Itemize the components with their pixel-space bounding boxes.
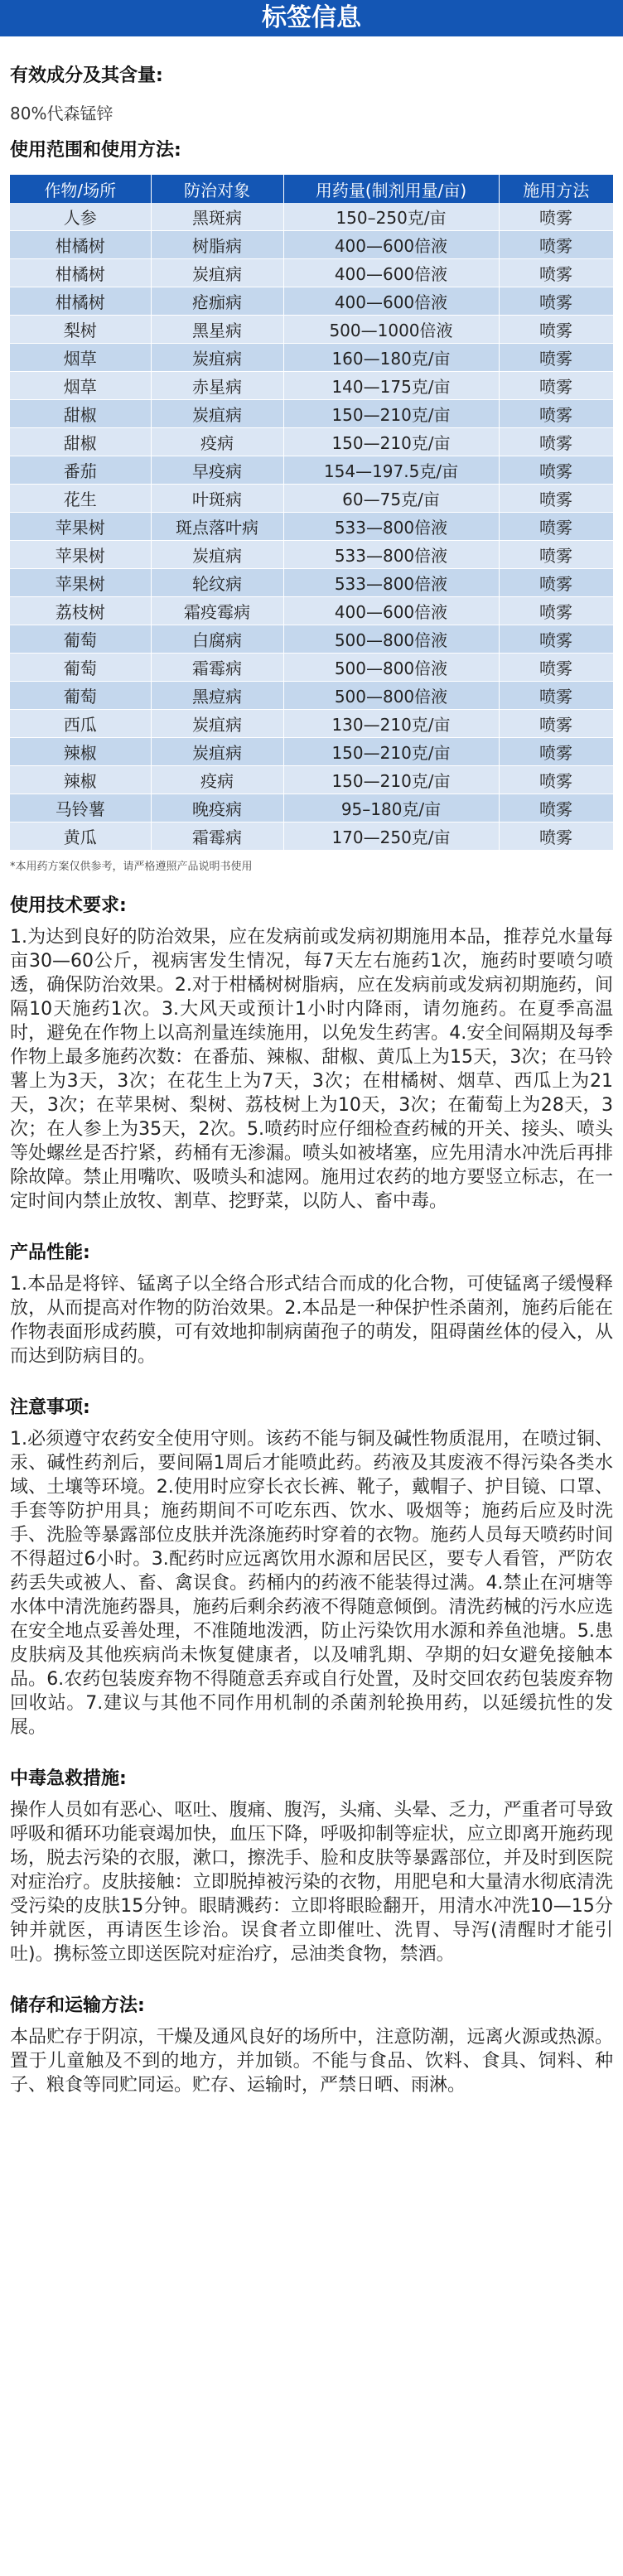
table-cell: 500—800倍液 [283, 654, 499, 682]
table-cell: 160—180克/亩 [283, 344, 499, 372]
table-cell: 葡萄 [10, 682, 151, 710]
table-cell: 疫病 [151, 428, 283, 456]
table-cell: 柑橘树 [10, 287, 151, 316]
table-row [10, 428, 613, 456]
table-cell: 喷雾 [499, 541, 613, 569]
table-cell: 500—800倍液 [283, 682, 499, 710]
table-cell: 霜霉病 [151, 654, 283, 682]
table-cell: 番茄 [10, 456, 151, 485]
performance-text: 1.本品是将锌、锰离子以全络合形式结合而成的化合物，可使锰离子缓慢释放，从而提高对作物的防治效果。2.本品是一种保护性杀菌剂，施药后能在作物表面形成药膜，可有效地抑制病菌孢子的萌发，阻碍菌丝体的侵入，从而达到防病目的。 [10, 1274, 613, 1367]
table-cell: 喷雾 [499, 456, 613, 485]
table-row [10, 794, 613, 822]
table-cell: 烟草 [10, 372, 151, 400]
table-cell: 500—1000倍液 [283, 316, 499, 344]
table-cell: 早疫病 [151, 456, 283, 485]
table-row [10, 316, 613, 344]
table-cell: 喷雾 [499, 738, 613, 766]
table-row [10, 513, 613, 541]
table-cell: 疫病 [151, 766, 283, 794]
table-cell: 辣椒 [10, 738, 151, 766]
table-row [10, 597, 613, 625]
table-cell: 喷雾 [499, 259, 613, 287]
table-cell: 喷雾 [499, 203, 613, 231]
table-cell: 炭疽病 [151, 259, 283, 287]
table-row [10, 231, 613, 259]
table-cell: 喷雾 [499, 766, 613, 794]
table-row [10, 456, 613, 485]
scope-title: 使用范围和使用方法: [10, 140, 181, 161]
table-cell: 500—800倍液 [283, 625, 499, 654]
table-cell: 400—600倍液 [283, 231, 499, 259]
table-cell: 150–250克/亩 [283, 203, 499, 231]
table-row [10, 287, 613, 316]
dosage-table-header [10, 175, 613, 203]
table-cell: 喷雾 [499, 625, 613, 654]
column-header: 用药量(制剂用量/亩) [283, 175, 499, 203]
table-cell: 炭疽病 [151, 400, 283, 428]
table-cell: 炭疽病 [151, 710, 283, 738]
table-cell: 喷雾 [499, 287, 613, 316]
table-row [10, 541, 613, 569]
table-cell: 西瓜 [10, 710, 151, 738]
table-cell: 花生 [10, 485, 151, 513]
table-row [10, 738, 613, 766]
table-cell: 叶斑病 [151, 485, 283, 513]
table-cell: 喷雾 [499, 654, 613, 682]
table-cell: 黑星病 [151, 316, 283, 344]
table-cell: 疮痂病 [151, 287, 283, 316]
table-cell: 人参 [10, 203, 151, 231]
table-row [10, 485, 613, 513]
table-cell: 苹果树 [10, 569, 151, 597]
dosage-note: *本用药方案仅供参考，请严格遵照产品说明书使用 [10, 861, 253, 873]
column-header: 防治对象 [151, 175, 283, 203]
table-cell: 马铃薯 [10, 794, 151, 822]
table-cell: 柑橘树 [10, 259, 151, 287]
table-cell: 喷雾 [499, 428, 613, 456]
table-cell: 炭疽病 [151, 738, 283, 766]
table-cell: 霜疫霉病 [151, 597, 283, 625]
table-cell: 梨树 [10, 316, 151, 344]
tech-title: 使用技术要求: [10, 895, 127, 916]
table-cell: 喷雾 [499, 372, 613, 400]
table-cell: 辣椒 [10, 766, 151, 794]
table-cell: 150—210克/亩 [283, 766, 499, 794]
table-cell: 轮纹病 [151, 569, 283, 597]
table-cell: 喷雾 [499, 316, 613, 344]
caution-text: 1.必须遵守农药安全使用守则。该药不能与铜及碱性物质混用，在喷过铜、汞、碱性药剂后，要间隔1周后才能喷此药。药液及其废液不得污染各类水域、土壤等环境。2.使用时应穿长衣长裤、靴子，戴帽子、护目镜、口罩、手套等防护用具；施药期间不可吃东西、饮水、吸烟等；施药后应及时洗手、洗脸等暴露部位皮肤并洗涤施药时穿着的衣物。施药人员每天喷药时间不得超过6小时。3.配药时应远离饮用水源和居民区，要专人看管，严防农药丢失或被人、畜、禽误食。药桶内的药液不能装得过满。4.禁止在河塘等水体中清洗施药器具，施药后剩余药液不得随意倾倒。清洗药械的污水应选在安全地点妥善处理，不准随地泼洒，防止污染饮用水源和养鱼池塘。5.患皮肤病及其他疾病尚未恢复健康者，以及哺乳期、孕期的妇女避免接触本品。6.农药包装废弃物不得随意丢弃或自行处置，及时交回农药包装废弃物回收站。7.建议与其他不同作用机制的杀菌剂轮换用药，以延缓抗性的发展。 [10, 1429, 613, 1738]
table-cell: 400—600倍液 [283, 287, 499, 316]
table-cell: 95–180克/亩 [283, 794, 499, 822]
table-cell: 60—75克/亩 [283, 485, 499, 513]
dosage-table-body [10, 203, 613, 851]
tech-text: 1.为达到良好的防治效果，应在发病前或发病初期施用本品，推荐兑水量每亩30—60公斤，视病害发生情况，每7天左右施药1次，施药时要喷匀喷透，确保防治效果。2.对于柑橘树树脂病，应在发病前或发病初期施药，间隔10天施药1次。3.大风天或预计1小时内降雨，请勿施药。在夏季高温时，避免在作物上以高剂量连续施用，以免发生药害。4.安全间隔期及每季作物上最多施药次数：在番茄、辣椒、甜椒、黄瓜上为15天，3次；在马铃薯上为3天，3次；在花生上为7天，3次；在柑橘树、烟草、西瓜上为21天，3次；在苹果树、梨树、荔枝树上为10天，3次；在葡萄上为28天，3次；在人参上为35天，2次。5.喷药时应仔细检查药械的开关、接头、喷头等处螺丝是否拧紧，药桶有无渗漏。喷头如被堵塞，应先用清水冲洗后再排除故障。禁止用嘴吹、吸喷头和滤网。施用过农药的地方要竖立标志，在一定时间内禁止放牧、割草、挖野菜，以防人、畜中毒。 [10, 927, 613, 1212]
table-cell: 烟草 [10, 344, 151, 372]
table-cell: 喷雾 [499, 344, 613, 372]
table-cell: 甜椒 [10, 400, 151, 428]
table-cell: 150—210克/亩 [283, 428, 499, 456]
table-cell: 喷雾 [499, 597, 613, 625]
dosage-table [10, 175, 614, 851]
storage-text: 本品贮存于阴凉，干燥及通风良好的场所中，注意防潮，远离火源或热源。置于儿童触及不到的地方，并加锁。不能与食品、饮料、食具、饲料、种子、粮食等同贮同运。贮存、运输时，严禁日晒、雨淋。 [10, 2027, 613, 2096]
table-row [10, 682, 613, 710]
table-cell: 霜霉病 [151, 822, 283, 851]
table-row [10, 766, 613, 794]
caution-title: 注意事项: [10, 1397, 90, 1418]
table-cell: 533—800倍液 [283, 541, 499, 569]
table-cell: 柑橘树 [10, 231, 151, 259]
table-cell: 喷雾 [499, 682, 613, 710]
column-header: 施用方法 [499, 175, 613, 203]
table-row [10, 710, 613, 738]
table-cell: 树脂病 [151, 231, 283, 259]
table-cell: 喷雾 [499, 400, 613, 428]
table-cell: 黑斑病 [151, 203, 283, 231]
table-cell: 苹果树 [10, 513, 151, 541]
performance-title: 产品性能: [10, 1242, 90, 1263]
table-cell: 喷雾 [499, 485, 613, 513]
table-cell: 黄瓜 [10, 822, 151, 851]
table-cell: 炭疽病 [151, 344, 283, 372]
table-row [10, 259, 613, 287]
poison-title: 中毒急救措施: [10, 1768, 127, 1789]
table-cell: 400—600倍液 [283, 259, 499, 287]
table-cell: 赤星病 [151, 372, 283, 400]
table-row [10, 400, 613, 428]
label-content [0, 61, 623, 2097]
table-cell: 喷雾 [499, 794, 613, 822]
storage-title: 储存和运输方法: [10, 1995, 145, 2016]
table-cell: 140—175克/亩 [283, 372, 499, 400]
table-cell: 喷雾 [499, 513, 613, 541]
table-cell: 喷雾 [499, 710, 613, 738]
table-cell: 晚疫病 [151, 794, 283, 822]
table-cell: 533—800倍液 [283, 513, 499, 541]
table-cell: 甜椒 [10, 428, 151, 456]
table-row [10, 372, 613, 400]
table-cell: 150—210克/亩 [283, 738, 499, 766]
label-info-header [0, 0, 623, 36]
table-cell: 170—250克/亩 [283, 822, 499, 851]
column-header: 作物/场所 [10, 175, 151, 203]
table-cell: 喷雾 [499, 569, 613, 597]
table-cell: 533—800倍液 [283, 569, 499, 597]
table-cell: 斑点落叶病 [151, 513, 283, 541]
poison-text: 操作人员如有恶心、呕吐、腹痛、腹泻，头痛、头晕、乏力，严重者可导致呼吸和循环功能衰竭加快，血压下降，呼吸抑制等症状，应立即离开施药现场，脱去污染的衣服，漱口，擦洗手、脸和皮肤等暴露部位，并及时到医院对症治疗。皮肤接触：立即脱掉被污染的衣物，用肥皂和大量清水彻底清洗受污染的皮肤15分钟。眼睛溅药：立即将眼睑翻开，用清水冲洗10—15分钟并就医，再请医生诊治。误食者立即催吐、洗胃、导泻(清醒时才能引吐)。携标签立即送医院对症治疗，忌油类食物，禁酒。 [10, 1800, 613, 1965]
table-cell: 葡萄 [10, 654, 151, 682]
table-cell: 喷雾 [499, 822, 613, 851]
table-cell: 130—210克/亩 [283, 710, 499, 738]
header-title: 标签信息 [262, 3, 361, 32]
table-cell: 白腐病 [151, 625, 283, 654]
table-row [10, 203, 613, 231]
table-cell: 400—600倍液 [283, 597, 499, 625]
table-cell: 154—197.5克/亩 [283, 456, 499, 485]
table-cell: 炭疽病 [151, 541, 283, 569]
ingredient-title: 有效成分及其含量: [10, 65, 163, 86]
table-cell: 150—210克/亩 [283, 400, 499, 428]
table-cell: 黑痘病 [151, 682, 283, 710]
table-cell: 荔枝树 [10, 597, 151, 625]
table-row [10, 822, 613, 851]
table-cell: 葡萄 [10, 625, 151, 654]
table-row [10, 625, 613, 654]
table-cell: 苹果树 [10, 541, 151, 569]
ingredient-value: 80%代森锰锌 [10, 104, 113, 123]
table-row [10, 569, 613, 597]
table-row [10, 654, 613, 682]
table-cell: 喷雾 [499, 231, 613, 259]
table-row [10, 344, 613, 372]
